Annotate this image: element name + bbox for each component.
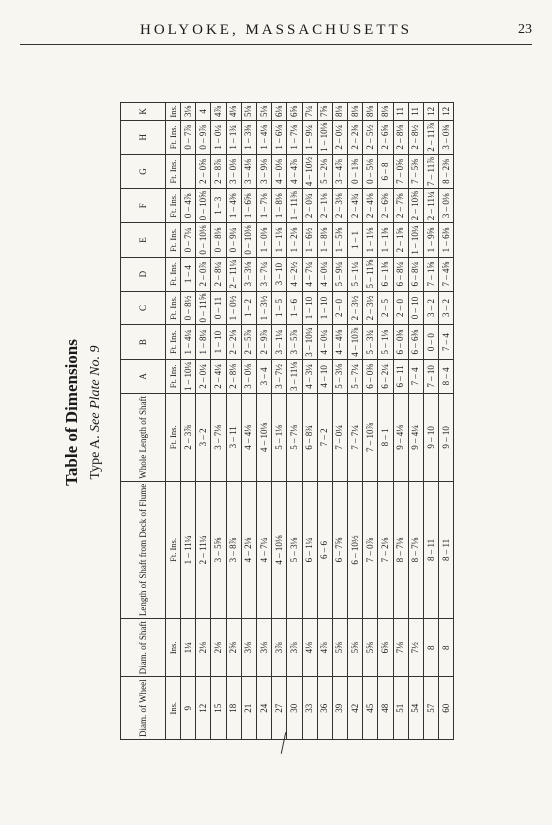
table-cell: 8⅛ [363, 103, 378, 121]
table-cell: 5 – 1⅛ [378, 325, 393, 359]
table-cell: 3 – 0⅛ [439, 189, 454, 223]
table-cell: 8 – 11 [424, 481, 439, 618]
header-c: C [121, 291, 166, 325]
table-cell: 7 – 0¼ [332, 393, 347, 481]
table-cell: 2⅝ [226, 619, 241, 677]
table-cell: 8⅛ [378, 103, 393, 121]
table-cell: 4 – 10 [317, 359, 332, 393]
table-cell: 5⅛ [241, 103, 256, 121]
table-cell: 6 – 8¾ [302, 393, 317, 481]
table-cell: 8 [424, 619, 439, 677]
table-cell: 4 – 2⅛ [241, 481, 256, 618]
table-cell: 1 – 6 [287, 291, 302, 325]
table-cell: 7 – 2⅛ [378, 481, 393, 618]
table-cell: 5 – 9¼ [332, 257, 347, 291]
table-row [302, 103, 317, 740]
table-cell: 6 – 1¼ [302, 481, 317, 618]
unit-ft-ins: Ft. Ins. [166, 223, 181, 257]
table-cell: 1 – 6⅛ [272, 120, 287, 154]
table-cell: 7 – 5⅜ [408, 154, 423, 188]
table-cell: 5⅝ [363, 619, 378, 677]
table-cell: 1 – 10⅛ [317, 120, 332, 154]
table-cell: 9 – 10 [439, 393, 454, 481]
table-row [196, 103, 211, 740]
table-cell: 1 – 0¼ [211, 120, 226, 154]
header-f: F [121, 189, 166, 223]
table-cell: 6 – 6⅜ [408, 325, 423, 359]
header-b: B [121, 325, 166, 359]
table-cell: 36 [317, 677, 332, 740]
table-cell: 2 – 3⅛ [332, 189, 347, 223]
table-cell: 1 – 6⅝ [241, 189, 256, 223]
table-cell: 3⅞ [272, 619, 287, 677]
table-cell: 7½ [408, 619, 423, 677]
table-cell: 0 – 5⅛ [363, 154, 378, 188]
table-cell: 9 – 10 [424, 393, 439, 481]
table-cell: 0 – 7⅞ [181, 120, 196, 154]
table-cell: 1 – 4¼ [181, 325, 196, 359]
table-cell: 2 – 4¾ [348, 189, 363, 223]
table-cell: 2 – 8⅞ [211, 154, 226, 188]
table-cell: 0 – 8⅛ [211, 223, 226, 257]
table-cell: 7 – 7¼ [348, 393, 363, 481]
table-cell: 2 – 7⅜ [393, 189, 408, 223]
table-cell: 7 – 1⅝ [424, 257, 439, 291]
table-cell: 6 – 8 [378, 154, 393, 188]
unit-ft-ins: Ft. Ins. [166, 189, 181, 223]
unit-ft-ins: Ft. Ins. [166, 393, 181, 481]
table-cell: 9 – 4¼ [408, 393, 423, 481]
table-cell: 1 – 1⅛ [272, 223, 287, 257]
table-row [378, 103, 393, 740]
table-cell: 5 – 7¼ [348, 359, 363, 393]
table-cell: 7 – 4⅝ [439, 257, 454, 291]
table-cell: 4 – 0¼ [317, 325, 332, 359]
table-cell: 0 – 7¼ [181, 223, 196, 257]
table-cell: 5⅝ [332, 619, 347, 677]
table-cell: 5 – 3¾ [363, 325, 378, 359]
table-cell: 4⅛ [302, 619, 317, 677]
table-cell: 2 – 0 [393, 291, 408, 325]
table-cell: 42 [348, 677, 363, 740]
table-cell: 2 – 11¼ [196, 481, 211, 618]
table-cell: 1 – 4⅜ [226, 189, 241, 223]
table-cell: 6 – 8¼ [408, 257, 423, 291]
table-cell: 2⅛ [211, 619, 226, 677]
table-cell: 1 – 4 [181, 257, 196, 291]
table-cell: 1 – 0½ [226, 291, 241, 325]
table-cell: 2 – 3⅞ [181, 393, 196, 481]
table-cell: 7⅝ [317, 103, 332, 121]
table-body [181, 103, 454, 740]
header-diam-wheel: Diam. of Wheel [121, 677, 166, 740]
table-cell: 1 – 10¼ [181, 359, 196, 393]
table-cell: 1 – 1¾ [226, 120, 241, 154]
table-cell: 33 [302, 677, 317, 740]
table-cell: 3⅞ [287, 619, 302, 677]
table-row [241, 103, 256, 740]
table-cell: 9 [181, 677, 196, 740]
plate-reference: See Plate No. 9 [88, 345, 103, 432]
table-cell: 1 – 1⅛ [363, 223, 378, 257]
header-g: G [121, 154, 166, 188]
header-d: D [121, 257, 166, 291]
table-cell: 7 – 10⅞ [363, 393, 378, 481]
unit-ins: Ins. [166, 103, 181, 121]
table-cell: 2 – 6⅝ [378, 120, 393, 154]
table-cell: 6 – 6 [317, 481, 332, 618]
type-label: Type A. [88, 435, 103, 480]
table-cell: 2 – 8⅛ [226, 359, 241, 393]
table-cell: 24 [256, 677, 271, 740]
page-number: 23 [518, 22, 532, 37]
table-cell: 5 – 3⅛ [332, 359, 347, 393]
table-cell: 54 [408, 677, 423, 740]
table-cell: 5⅛ [256, 103, 271, 121]
table-cell: 1¼ [181, 619, 196, 677]
table-row [226, 103, 241, 740]
table-cell: 5⅝ [348, 619, 363, 677]
table-cell: 6 – 7⅝ [332, 481, 347, 618]
table-cell: 60 [439, 677, 454, 740]
table-cell: 3 – 9⅛ [256, 154, 271, 188]
table-cell: 1 – 2⅛ [287, 223, 302, 257]
header-k: K [121, 103, 166, 121]
table-cell: 8 – 1 [378, 393, 393, 481]
table-cell: 7 – 0⅝ [393, 154, 408, 188]
table-cell: 0 – 10⅝ [196, 189, 211, 223]
table-cell: 1 – 5 [272, 291, 287, 325]
table-cell: 7 – 0⅞ [363, 481, 378, 618]
table-cell: 3 – 8⅞ [226, 481, 241, 618]
table-cell: 7 – 10 [424, 359, 439, 393]
table-cell: 6⅝ [287, 103, 302, 121]
table-cell: 1 – 5⅜ [332, 223, 347, 257]
table-cell: 3 – 11⅛ [287, 359, 302, 393]
table-cell: 2 – 5 [378, 291, 393, 325]
table-row [424, 103, 439, 740]
table-cell: 4 – 10½ [302, 154, 317, 188]
table-cell: 2 – 8⅛ [393, 120, 408, 154]
table-cell: 8 – 7⅛ [393, 481, 408, 618]
unit-ft-ins: Ft. Ins. [166, 120, 181, 154]
table-cell: 7 – 11⅞ [424, 154, 439, 188]
unit-ft-ins: Ft. Ins. [166, 154, 181, 188]
table-cell: 8⅛ [348, 103, 363, 121]
table-cell: 7 – 4 [439, 325, 454, 359]
table-cell: 0 – 0 [424, 325, 439, 359]
table-cell: 3⅛ [256, 619, 271, 677]
unit-ft-ins: Ft. Ins. [166, 325, 181, 359]
table-cell: 1 – 6½ [302, 223, 317, 257]
table-cell: 15 [211, 677, 226, 740]
table-cell: 5 – 1¼ [348, 257, 363, 291]
table-cell: 6⅝ [378, 619, 393, 677]
table-cell: 2 – 3½ [363, 291, 378, 325]
table-cell: 0 – 9¼ [226, 223, 241, 257]
table-cell: 4 – 0⅛ [272, 154, 287, 188]
table-cell: 1 – 2 [241, 291, 256, 325]
table-cell [181, 154, 196, 188]
header-whole-length: Whole Length of Shaft [121, 393, 166, 481]
table-cell: 12 [439, 103, 454, 121]
unit-ins: Ins. [166, 619, 181, 677]
table-cell: 9 – 4⅛ [393, 393, 408, 481]
table-cell: 2 – 1⅝ [393, 223, 408, 257]
table-cell: 2 – 2⅛ [226, 325, 241, 359]
table-cell: 4 – 10⅞ [348, 325, 363, 359]
table-cell: 3 – 2 [439, 291, 454, 325]
table-cell: 2 – 0¼ [332, 120, 347, 154]
table-cell: 1 – 9⅝ [424, 223, 439, 257]
table-row [317, 103, 332, 740]
table-cell: 2 – 1⅛ [317, 189, 332, 223]
table-cell: 2 – 8½ [408, 120, 423, 154]
table-cell: 2 – 0¼ [196, 359, 211, 393]
table-cell: 4 – 4⅛ [332, 325, 347, 359]
table-cell: 6 – 11 [393, 359, 408, 393]
table-cell: 1 – 1⅜ [378, 223, 393, 257]
table-cell: 2 – 0¾ [302, 189, 317, 223]
table-row [272, 103, 287, 740]
table-cell: 6 – 8¼ [393, 257, 408, 291]
table-cell: 3 – 7⅛ [211, 393, 226, 481]
table-cell: 8 [439, 619, 454, 677]
table-cell: 4 – 10⅛ [256, 393, 271, 481]
table-cell: 2 – 2⅜ [348, 120, 363, 154]
table-cell: 6⅛ [272, 103, 287, 121]
table-cell: 5 – 7⅛ [287, 393, 302, 481]
table-cell: 39 [332, 677, 347, 740]
table-cell: 0 – 10 [408, 291, 423, 325]
table-cell: 4 – 0¼ [317, 257, 332, 291]
units-row [166, 103, 181, 740]
unit-ft-ins: Ft. Ins. [166, 257, 181, 291]
table-cell: 3 – 0⅛ [226, 154, 241, 188]
table-cell: 51 [393, 677, 408, 740]
table-cell: 2 – 9⅞ [256, 325, 271, 359]
table-cell: 3 – 5⅞ [287, 325, 302, 359]
table-row [181, 103, 196, 740]
table-cell: 0 – 9⅞ [196, 120, 211, 154]
table-cell: 4 – 7¼ [256, 481, 271, 618]
table-cell: 12 [196, 677, 211, 740]
table-cell: 3 – 2 [424, 291, 439, 325]
table-cell: 2 – 11¼ [226, 257, 241, 291]
header-e: E [121, 223, 166, 257]
table-cell: 2 – 4⅛ [363, 189, 378, 223]
table-cell: 1 – 11¼ [181, 481, 196, 618]
table-cell: 4⅛ [226, 103, 241, 121]
table-cell: 27 [272, 677, 287, 740]
table-cell: 1 – 3½ [256, 291, 271, 325]
table-cell: 2 – 0⅝ [196, 154, 211, 188]
table-row [211, 103, 226, 740]
table-cell: 8 – 7⅛ [408, 481, 423, 618]
table-cell: 3 – 10 [272, 257, 287, 291]
table-row [287, 103, 302, 740]
table-cell: 11 [408, 103, 423, 121]
table-cell: 57 [424, 677, 439, 740]
table-row [408, 103, 423, 740]
running-head: HOLYOKE, MASSACHUSETTS [139, 22, 412, 38]
table-cell: 0 – 1⅜ [348, 154, 363, 188]
table-cell: 1 – 3⅜ [241, 120, 256, 154]
unit-ft-ins: Ft. Ins. [166, 359, 181, 393]
table-cell: 4 – 4⅛ [241, 393, 256, 481]
table-cell: 7 – 4 [408, 359, 423, 393]
table-cell: 1 – 11⅜ [287, 189, 302, 223]
table-cell: 0 – 8½ [181, 291, 196, 325]
table-cell: 3 – 0⅜ [439, 120, 454, 154]
table-cell: 2⅛ [196, 619, 211, 677]
table-cell: 4 – 3¼ [302, 359, 317, 393]
table-cell: 11 [393, 103, 408, 121]
table-cell: 1 – 4⅛ [256, 120, 271, 154]
table-cell: 5 – 1⅛ [272, 393, 287, 481]
table-row [332, 103, 347, 740]
table-cell: 4⅞ [211, 103, 226, 121]
table-cell: 3 – 5⅝ [211, 481, 226, 618]
table-cell: 7 – 2 [317, 393, 332, 481]
table-cell: 45 [363, 677, 378, 740]
table-cell: 6 – 2¼ [378, 359, 393, 393]
table-cell: 6 – 1⅜ [378, 257, 393, 291]
table-cell: 8 – 4 [439, 359, 454, 393]
table-cell: 2 – 0 [332, 291, 347, 325]
table-cell: 1 – 10 [302, 291, 317, 325]
table-cell: 1 – 10 [317, 291, 332, 325]
table-cell: 21 [241, 677, 256, 740]
table-cell: 3 – 11 [226, 393, 241, 481]
table-cell: 1 – 10 [211, 325, 226, 359]
table-cell: 2 – 11⅞ [424, 120, 439, 154]
table-row [439, 103, 454, 740]
table-cell: 2 – 10⅝ [408, 189, 423, 223]
table-cell: 3 – 2 [196, 393, 211, 481]
table-cell: 1 – 8⅛ [272, 189, 287, 223]
table-cell: 3 – 7¼ [256, 257, 271, 291]
table-cell: 3⅛ [181, 103, 196, 121]
table-cell: 1 – 0⅛ [256, 223, 271, 257]
unit-ft-ins: Ft. Ins. [166, 291, 181, 325]
table-cell: 4⅞ [317, 619, 332, 677]
unit-ins: Ins. [166, 677, 181, 740]
table-cell: 3 – 7½ [272, 359, 287, 393]
table-cell: 3 – 4 [256, 359, 271, 393]
table-subtitle [88, 0, 104, 825]
table-cell: 5 – 3⅛ [287, 481, 302, 618]
table-cell: 3 – 4⅞ [332, 154, 347, 188]
table-cell: 1 – 7⅛ [256, 189, 271, 223]
dimensions-table-wrap [120, 105, 454, 740]
table-cell: 1 – 9¼ [302, 120, 317, 154]
table-cell: 8 – 11 [439, 481, 454, 618]
header-a: A [121, 359, 166, 393]
table-cell: 1 – 6⅜ [439, 223, 454, 257]
table-cell: 7¼ [302, 103, 317, 121]
table-cell: 8⅛ [332, 103, 347, 121]
table-cell: 3 – 3⅛ [241, 257, 256, 291]
table-cell: 1 – 7⅛ [287, 120, 302, 154]
table-cell: 8 – 2⅜ [439, 154, 454, 188]
table-cell: 0 – 11 [211, 291, 226, 325]
unit-ft-ins: Ft. Ins. [166, 481, 181, 618]
table-cell: 4 – 7¼ [302, 257, 317, 291]
table-cell: 0 – 4⅞ [181, 189, 196, 223]
table-cell: 2 – 11¼ [424, 189, 439, 223]
table-cell: 7⅛ [393, 619, 408, 677]
table-cell: 1 – 8¼ [196, 325, 211, 359]
table-cell: 12 [424, 103, 439, 121]
table-cell: 48 [378, 677, 393, 740]
table-cell: 2 – 5⅞ [241, 325, 256, 359]
table-cell: 1 – 10¼ [408, 223, 423, 257]
table-cell: 3 – 4⅛ [241, 154, 256, 188]
table-row [393, 103, 408, 740]
table-cell: 3⅛ [241, 619, 256, 677]
header-diam-shaft: Diam. of Shaft [121, 619, 166, 677]
table-cell: 6 – 0⅜ [393, 325, 408, 359]
table-title: Table of Dimensions [62, 339, 81, 486]
table-cell: 1 – 8⅛ [317, 223, 332, 257]
table-cell: 4 – 4⅞ [287, 154, 302, 188]
table-cell: 4 – 2½ [287, 257, 302, 291]
table-cell: 18 [226, 677, 241, 740]
table-cell: 0 – 10⅛ [241, 223, 256, 257]
dimensions-table [120, 102, 454, 740]
table-cell: 6 – 10½ [348, 481, 363, 618]
table-cell: 1 – 1 [348, 223, 363, 257]
table-cell: 4 [196, 103, 211, 121]
table-cell: 2 – 4¼ [211, 359, 226, 393]
table-row [363, 103, 378, 740]
table-cell: 2 – 0⅞ [196, 257, 211, 291]
table-cell: 5 – 11⅝ [363, 257, 378, 291]
table-cell: 2 – 8¼ [211, 257, 226, 291]
header-shaft-length: Length of Shaft from Deck of Flume [121, 481, 166, 618]
table-cell: 3 – 0⅛ [241, 359, 256, 393]
table-cell: 0 – 11⅝ [196, 291, 211, 325]
table-cell: 2 – 3½ [348, 291, 363, 325]
table-cell: 0 – 10⅛ [196, 223, 211, 257]
table-cell: 2 – 6⅜ [378, 189, 393, 223]
table-cell: 4 – 10⅛ [272, 481, 287, 618]
table-cell: 3 – 10¼ [302, 325, 317, 359]
header-h: H [121, 120, 166, 154]
table-cell: 6 – 0⅜ [363, 359, 378, 393]
table-cell: 5 – 2⅛ [317, 154, 332, 188]
table-row [348, 103, 363, 740]
table-cell: 2 – 5½ [363, 120, 378, 154]
table-cell: 1 – 3 [211, 189, 226, 223]
table-cell: 30 [287, 677, 302, 740]
table-cell: 3 – 1¼ [272, 325, 287, 359]
table-row [256, 103, 271, 740]
